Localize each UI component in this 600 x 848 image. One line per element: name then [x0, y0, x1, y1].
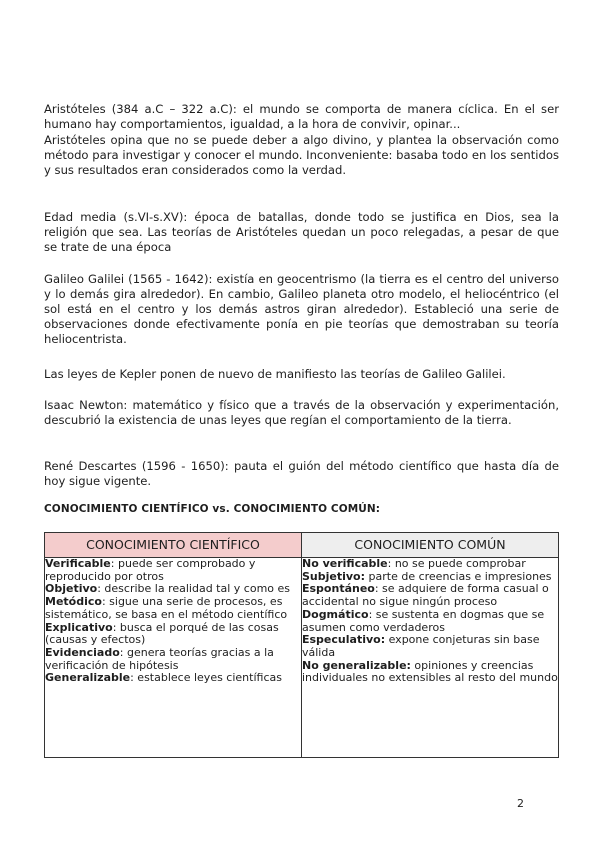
header-scientific: CONOCIMIENTO CIENTÍFICO [45, 533, 302, 558]
entry-term: Verificable [45, 557, 111, 570]
list-item [45, 558, 301, 583]
entry-term: Espontáneo [302, 582, 375, 596]
entry-term: Subjetivo: [302, 569, 366, 583]
comparison-heading: CONOCIMIENTO CIENTÍFICO vs. CONOCIMIENTO COMÚN: [44, 503, 381, 515]
table-header-row [45, 533, 559, 558]
entry-term: Explicativo [45, 620, 113, 634]
entry-desc: : establece leyes científicas [130, 671, 282, 685]
comparison-table [44, 532, 559, 758]
paragraph-newton: Isaac Newton: matemático y físico que a través de la observación y experimentación, descubrió la existencia de unas leyes que regían el comportamiento de la tierra. [44, 398, 559, 427]
list-item [302, 583, 558, 608]
entry-term: No verificable [302, 557, 388, 570]
entry-desc: parte de creencias e impresiones [365, 569, 552, 583]
entry-desc: : genera teorías gracias a la verificación de hipótesis [45, 645, 274, 672]
entry-term: Dogmático [302, 607, 369, 621]
entry-term: Generalizable [45, 671, 131, 685]
list-item [45, 596, 301, 621]
list-item [45, 647, 301, 672]
header-common: CONOCIMIENTO COMÚN [302, 533, 559, 558]
entry-desc: : describe la realidad tal y como es [97, 582, 291, 596]
entry-desc: : se sustenta en dogmas que se asumen como verdaderos [302, 607, 545, 634]
entry-desc: expone conjeturas sin base válida [302, 633, 540, 659]
list-item [45, 672, 301, 685]
paragraph-kepler: Las leyes de Kepler ponen de nuevo de manifiesto las teorías de Galileo Galilei. [44, 367, 506, 381]
common-column [302, 558, 559, 758]
entry-desc: : puede ser comprobado y reproducido por otros [45, 557, 256, 583]
entry-term: No generalizable: [302, 658, 411, 672]
paragraph-aristoteles-1: Aristóteles (384 a.C – 322 a.C): el mundo se comporta de manera cíclica. En el ser humano hay comportamientos, igualdad, a la hora de convivir, opinar... [44, 102, 559, 131]
page-number: 2 [517, 797, 524, 810]
paragraph-edad-media: Edad media (s.VI-s.XV): época de batallas, donde todo se justifica en Dios, sea la religión que sea. Las teorías de Aristóteles quedan un poco relegadas, a pesar de que se trate de una época [44, 210, 559, 254]
paragraph-aristoteles-2: Aristóteles opina que no se puede deber a algo divino, y plantea la observación como método para investigar y conocer el mundo. Inconveniente: basaba todo en los sentidos y sus resultados eran considerados como la verdad. [44, 133, 559, 177]
entry-term: Evidenciado [45, 645, 120, 659]
entry-desc: : no se puede comprobar [387, 557, 526, 570]
entry-desc: : se adquiere de forma casual o accidental no sigue ningún proceso [302, 582, 549, 609]
entry-term: Metódico [45, 595, 102, 609]
table-body-row [45, 558, 559, 758]
entry-term: Especulativo: [302, 633, 386, 647]
entry-desc: opiniones y creencias individuales no extensibles al resto del mundo [302, 658, 558, 685]
entry-term: Objetivo [45, 582, 98, 596]
list-item [302, 660, 558, 685]
list-item [45, 622, 301, 647]
paragraph-descartes: René Descartes (1596 - 1650): pauta el guión del método científico que hasta día de hoy sigue vigente. [44, 459, 559, 488]
entry-desc: : sigue una serie de procesos, es sistemático, se basa en el método científico [45, 595, 288, 621]
list-item [302, 634, 558, 659]
entry-desc: : busca el porqué de las cosas (causas y efectos) [45, 620, 279, 647]
paragraph-galileo: Galileo Galilei (1565 - 1642): existía en geocentrismo (la tierra es el centro del universo y lo demás gira alrededor). En cambio, Galileo planeta otro modelo, el heliocéntrico (el sol está en el centro y los demás astros giran alrededor). Estableció una serie de observaciones donde efectivamente ponía en pie teorías que demostraban su teoría heliocentrista. [44, 272, 559, 346]
scientific-column [45, 558, 302, 758]
list-item [302, 609, 558, 634]
